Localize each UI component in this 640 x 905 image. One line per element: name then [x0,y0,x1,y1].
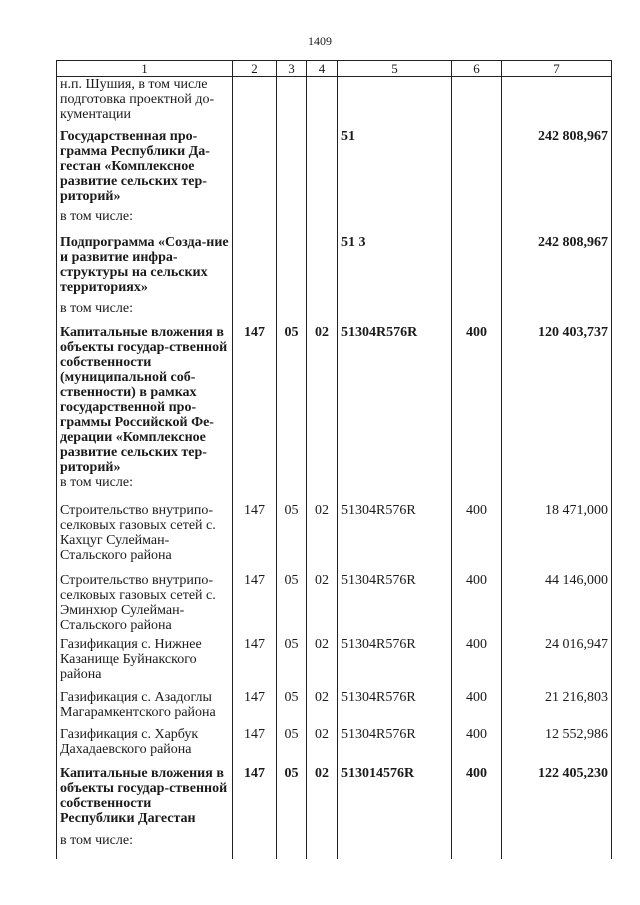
target-article-code [338,475,452,503]
ministry-code [233,475,277,503]
expense-type-code [452,77,502,129]
target-article-code: 51304R576R [338,637,452,690]
ministry-code [233,833,277,859]
table-body [57,77,612,859]
section-code [277,129,307,209]
column-header-7: 7 [502,61,612,77]
item-name: Строительство внутрипо-селковых газовых сетей с. Эминхюр Сулейман-Стальского района [57,573,233,637]
subsection-code: 02 [307,637,338,690]
table-row [57,301,612,325]
amount [502,475,612,503]
item-name: в том числе: [57,301,233,325]
table-row [57,766,612,833]
subsection-code [307,301,338,325]
item-name: н.п. Шушия, в том числе подготовка проектной до-кументации [57,77,233,129]
subsection-code: 02 [307,325,338,475]
section-code [277,475,307,503]
ministry-code: 147 [233,727,277,766]
subsection-code [307,475,338,503]
subsection-code [307,209,338,235]
amount: 44 146,000 [502,573,612,637]
subsection-code: 02 [307,573,338,637]
expense-type-code: 400 [452,573,502,637]
item-name: Газификация с. Нижнее Казанище Буйнакского района [57,637,233,690]
section-code [277,235,307,301]
budget-table [56,60,612,859]
ministry-code [233,301,277,325]
section-code: 05 [277,573,307,637]
ministry-code: 147 [233,325,277,475]
expense-type-code: 400 [452,325,502,475]
ministry-code: 147 [233,503,277,573]
table-row [57,690,612,727]
item-name: в том числе: [57,833,233,859]
subsection-code: 02 [307,766,338,833]
expense-type-code: 400 [452,637,502,690]
table-row [57,209,612,235]
target-article-code: 51304R576R [338,503,452,573]
expense-type-code [452,129,502,209]
subsection-code [307,235,338,301]
table-row [57,503,612,573]
ministry-code [233,235,277,301]
expense-type-code: 400 [452,503,502,573]
target-article-code: 51304R576R [338,690,452,727]
amount [502,833,612,859]
expense-type-code [452,833,502,859]
target-article-code: 513014576R [338,766,452,833]
target-article-code: 51 [338,129,452,209]
item-name: в том числе: [57,209,233,235]
expense-type-code: 400 [452,690,502,727]
expense-type-code: 400 [452,766,502,833]
amount: 242 808,967 [502,235,612,301]
column-header-4: 4 [307,61,338,77]
amount: 122 405,230 [502,766,612,833]
subsection-code [307,129,338,209]
target-article-code [338,209,452,235]
item-name: Подпрограмма «Созда-ние и развитие инфра-структуры на сельских территориях» [57,235,233,301]
expense-type-code [452,301,502,325]
table-row [57,325,612,475]
section-code: 05 [277,325,307,475]
amount [502,301,612,325]
target-article-code: 51 3 [338,235,452,301]
target-article-code [338,301,452,325]
table-row [57,235,612,301]
section-code: 05 [277,503,307,573]
subsection-code [307,833,338,859]
section-code: 05 [277,637,307,690]
target-article-code: 51304R576R [338,573,452,637]
section-code [277,77,307,129]
column-header-2: 2 [233,61,277,77]
expense-type-code [452,209,502,235]
item-name: Газификация с. Харбук Дахадаевского района [57,727,233,766]
amount: 21 216,803 [502,690,612,727]
item-name: Газификация с. Азадоглы Магарамкентского района [57,690,233,727]
subsection-code: 02 [307,727,338,766]
header-row [57,61,612,77]
table-row [57,573,612,637]
table-row [57,77,612,129]
page-number: 1409 [308,34,332,48]
ministry-code: 147 [233,637,277,690]
amount [502,77,612,129]
amount: 12 552,986 [502,727,612,766]
ministry-code [233,77,277,129]
table-row [57,637,612,690]
table-row [57,833,612,859]
amount: 242 808,967 [502,129,612,209]
amount: 18 471,000 [502,503,612,573]
item-name: Капитальные вложения в объекты государ-ственной собственности Республики Дагестан [57,766,233,833]
item-name: Капитальные вложения в объекты государ-ственной собственности (муниципальной соб-ственности) в рамках государственной про-граммы Российской Фе-дерации «Комплексное развитие сельских тер-риторий» [57,325,233,475]
target-article-code [338,77,452,129]
table-row [57,475,612,503]
section-code [277,209,307,235]
section-code: 05 [277,766,307,833]
column-header-6: 6 [452,61,502,77]
target-article-code: 51304R576R [338,727,452,766]
item-name: Строительство внутрипо-селковых газовых сетей с. Кахцуг Сулейман-Стальского района [57,503,233,573]
item-name: Государственная про-грамма Республики Да-гестан «Комплексное развитие сельских тер-риторий» [57,129,233,209]
table-row [57,727,612,766]
subsection-code: 02 [307,503,338,573]
ministry-code: 147 [233,690,277,727]
ministry-code: 147 [233,766,277,833]
subsection-code: 02 [307,690,338,727]
expense-type-code [452,475,502,503]
expense-type-code: 400 [452,727,502,766]
section-code: 05 [277,690,307,727]
amount: 120 403,737 [502,325,612,475]
item-name: в том числе: [57,475,233,503]
amount: 24 016,947 [502,637,612,690]
ministry-code [233,209,277,235]
target-article-code [338,833,452,859]
ministry-code [233,129,277,209]
section-code [277,833,307,859]
subsection-code [307,77,338,129]
target-article-code: 51304R576R [338,325,452,475]
amount [502,209,612,235]
column-header-5: 5 [338,61,452,77]
expense-type-code [452,235,502,301]
column-header-3: 3 [277,61,307,77]
section-code: 05 [277,727,307,766]
ministry-code: 147 [233,573,277,637]
column-header-1: 1 [57,61,233,77]
section-code [277,301,307,325]
table-row [57,129,612,209]
